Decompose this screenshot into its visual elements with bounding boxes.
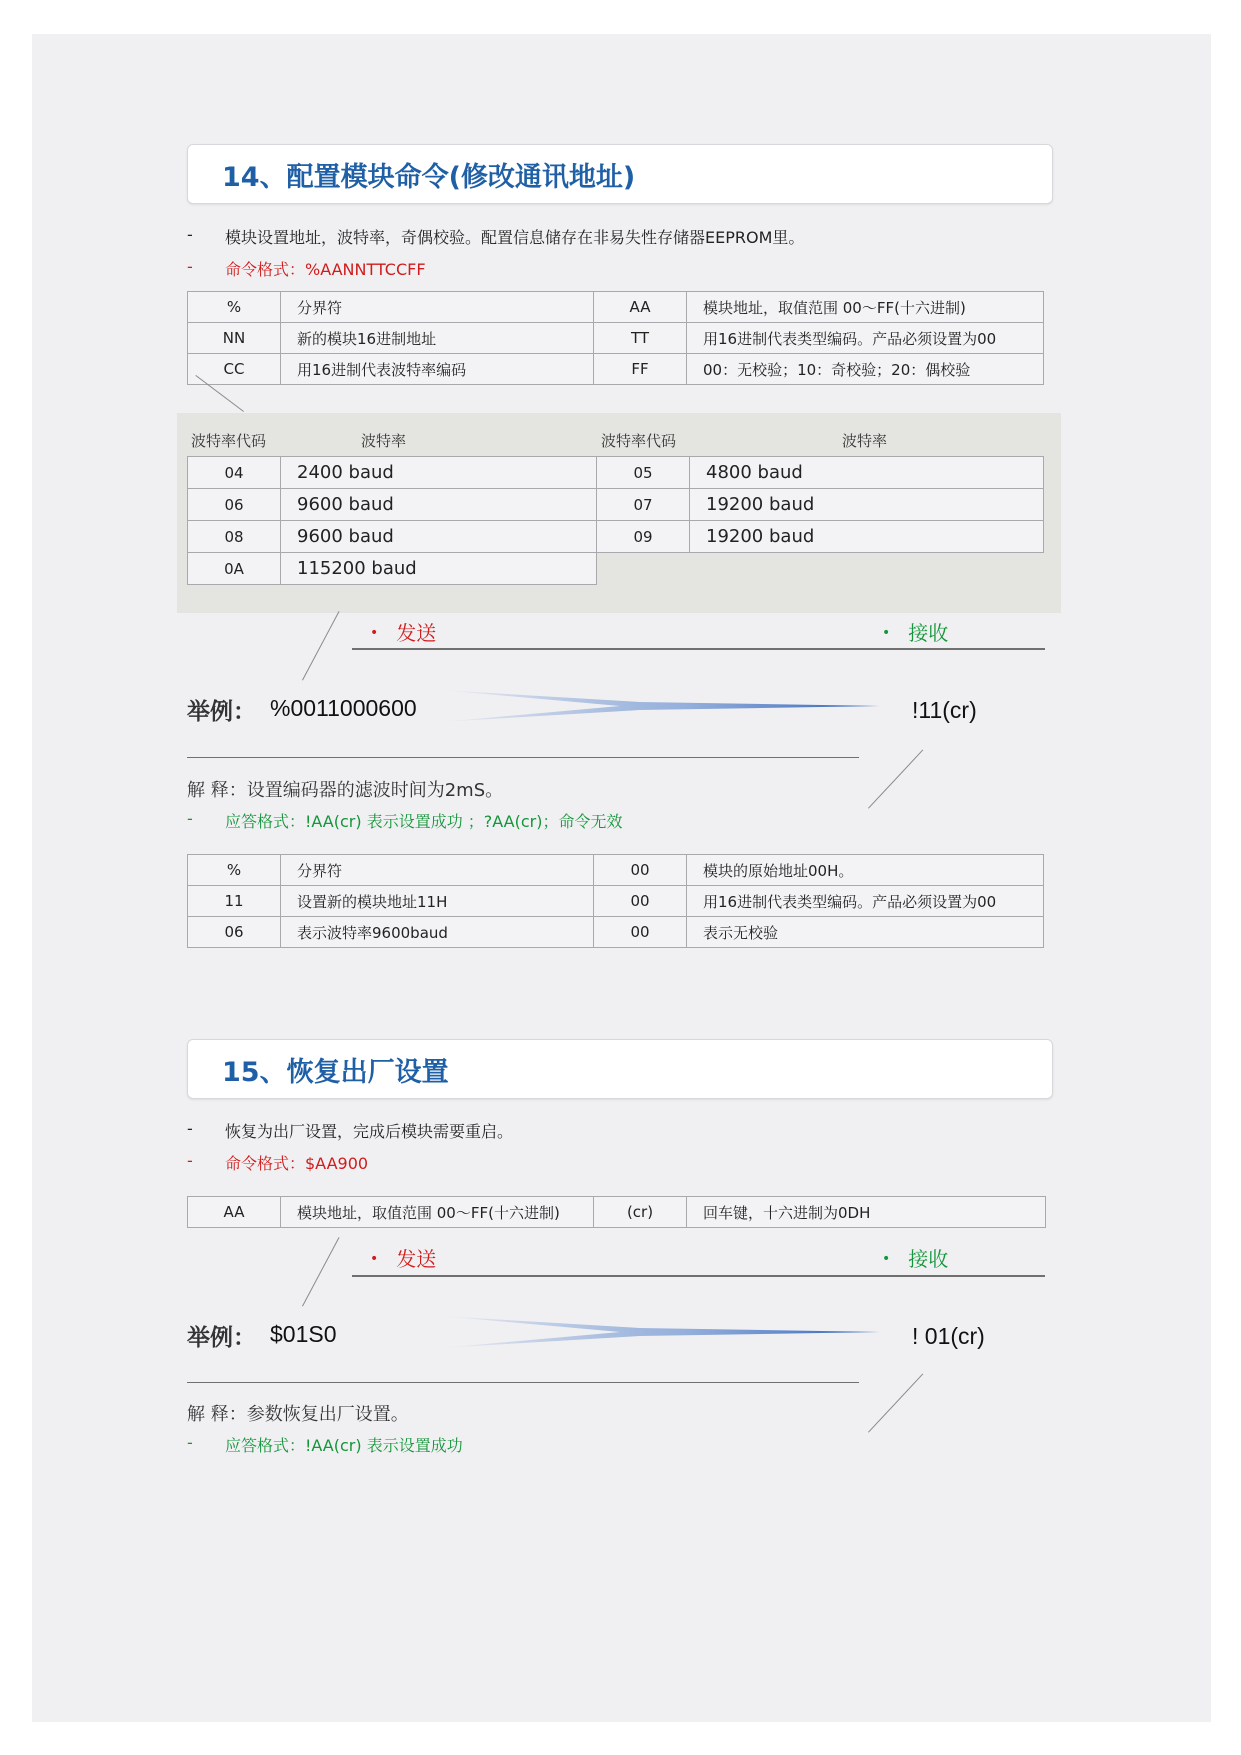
table-row: [188, 1197, 1046, 1228]
section-14-header: [187, 144, 1053, 204]
table-cell: 11: [188, 886, 281, 917]
send-arrow-icon: [440, 1312, 880, 1352]
section-15-param-table: [187, 1196, 1046, 1228]
table-cell: 00：无校验；10：奇校验；20：偶校验: [687, 354, 1044, 385]
example-label: 举例：: [187, 1325, 256, 1351]
table-cell: %: [188, 292, 281, 323]
table-cell: 分界符: [281, 292, 594, 323]
divider: [352, 648, 1045, 650]
baud-value: 19200 baud: [690, 521, 1044, 553]
table-cell: NN: [188, 323, 281, 354]
baud-code: 0A: [188, 553, 281, 585]
table-cell: CC: [188, 354, 281, 385]
table-cell: 00: [594, 917, 687, 948]
baud-value: 4800 baud: [690, 457, 1044, 489]
table-cell: %: [188, 855, 281, 886]
table-cell: 用16进制代表类型编码。产品必须设置为00: [687, 886, 1044, 917]
table-cell: AA: [594, 292, 687, 323]
divider: [352, 1275, 1045, 1277]
send-arrow-icon: [440, 686, 880, 726]
baud-code: 09: [597, 521, 690, 553]
table-row: [188, 855, 1044, 886]
section-14-param-table: [187, 291, 1044, 385]
table-cell: 模块的原始地址00H。: [687, 855, 1044, 886]
section-14-reply-table: [187, 854, 1044, 948]
table-cell: 分界符: [281, 855, 594, 886]
table-row: [188, 553, 597, 585]
baud-table-right: [596, 456, 1044, 553]
table-cell: 模块地址，取值范围 00～FF(十六进制): [281, 1197, 594, 1228]
table-cell: 表示波特率9600baud: [281, 917, 594, 948]
table-row: [188, 886, 1044, 917]
table-cell: 表示无校验: [687, 917, 1044, 948]
baud-value: 9600 baud: [281, 489, 597, 521]
table-row: [188, 917, 1044, 948]
receive-label: • 接收: [882, 1247, 949, 1271]
section-15-header: [187, 1039, 1053, 1099]
table-row: [188, 489, 597, 521]
baud-code-header: 波特率代码: [191, 432, 267, 450]
baud-value: 2400 baud: [281, 457, 597, 489]
section-15-title: 15、恢复出厂设置: [222, 1057, 449, 1088]
table-row: [188, 354, 1044, 385]
example-command: $01S0: [270, 1321, 337, 1347]
baud-code-header: 波特率代码: [601, 432, 677, 450]
baud-code: 08: [188, 521, 281, 553]
table-row: [597, 489, 1044, 521]
table-cell: 06: [188, 917, 281, 948]
table-cell: 新的模块16进制地址: [281, 323, 594, 354]
example-response: !11(cr): [912, 697, 977, 723]
table-cell: AA: [188, 1197, 281, 1228]
table-row: [188, 457, 597, 489]
baud-rate-header: 波特率: [842, 432, 888, 450]
baud-code: 06: [188, 489, 281, 521]
table-cell: FF: [594, 354, 687, 385]
baud-code: 05: [597, 457, 690, 489]
table-cell: (cr): [594, 1197, 687, 1228]
baud-rate-header: 波特率: [361, 432, 407, 450]
divider: [187, 1382, 859, 1383]
table-row: [188, 323, 1044, 354]
table-row: [188, 292, 1044, 323]
baud-table-left: [187, 456, 597, 585]
baud-code: 04: [188, 457, 281, 489]
table-cell: 设置新的模块地址11H: [281, 886, 594, 917]
section-14-explanation: 解 释：设置编码器的滤波时间为2mS。: [187, 780, 504, 801]
table-cell: 用16进制代表波特率编码: [281, 354, 594, 385]
table-cell: 00: [594, 855, 687, 886]
example-response: ! 01(cr): [912, 1323, 985, 1349]
table-row: [188, 521, 597, 553]
section-15-explanation: 解 释：参数恢复出厂设置。: [187, 1404, 409, 1425]
example-label: 举例：: [187, 699, 256, 725]
table-row: [597, 457, 1044, 489]
divider: [187, 757, 859, 758]
baud-code: 07: [597, 489, 690, 521]
table-cell: 模块地址，取值范围 00～FF(十六进制): [687, 292, 1044, 323]
baud-value: 19200 baud: [690, 489, 1044, 521]
section-14-title: 14、配置模块命令(修改通讯地址): [222, 162, 636, 193]
table-cell: 00: [594, 886, 687, 917]
send-label: • 发送: [370, 621, 437, 645]
send-label: • 发送: [370, 1247, 437, 1271]
table-row: [597, 521, 1044, 553]
table-cell: 用16进制代表类型编码。产品必须设置为00: [687, 323, 1044, 354]
table-cell: TT: [594, 323, 687, 354]
receive-label: • 接收: [882, 621, 949, 645]
table-cell: 回车键，十六进制为0DH: [687, 1197, 1046, 1228]
example-command: %0011000600: [270, 695, 417, 721]
baud-value: 115200 baud: [281, 553, 597, 585]
baud-value: 9600 baud: [281, 521, 597, 553]
